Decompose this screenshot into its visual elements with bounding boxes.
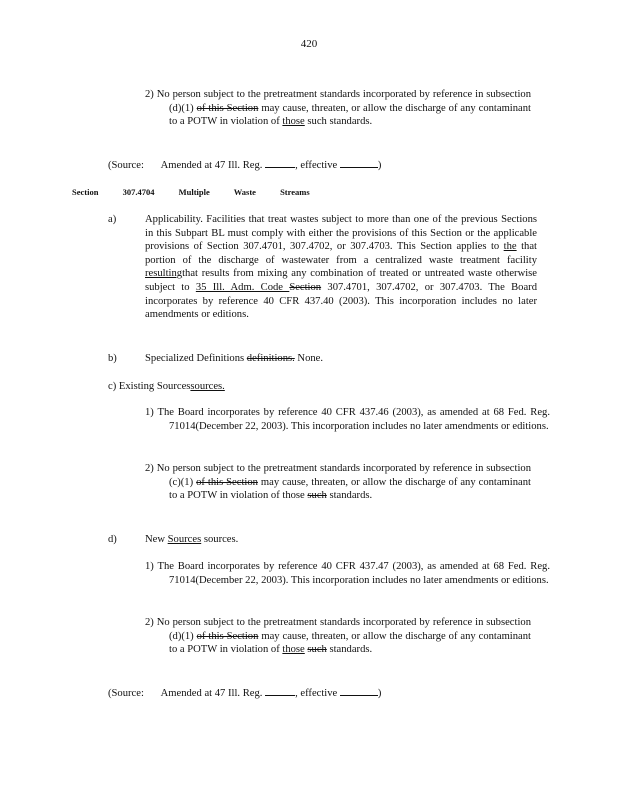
top-item-2: [145, 88, 531, 129]
subsection-b: [145, 352, 323, 366]
subsection-d-item-1: [145, 560, 550, 587]
item-number: 1): [145, 561, 154, 572]
text: sources.: [201, 534, 239, 545]
text: None.: [294, 353, 324, 364]
inserted-text: 35 Ill. Adm. Code: [195, 281, 290, 293]
text: standards.: [326, 644, 373, 656]
text: may cause, threaten, or allow the discharge of any contaminant to a POTW in violation of those: [169, 476, 531, 502]
text: may cause, threaten, or allow the discharge of any contaminant to a POTW in violation of: [169, 630, 531, 656]
deleted-text: of this Section: [196, 630, 259, 642]
source-note: [108, 157, 381, 173]
text: No person subject to the pretreatment standards incorporated by reference in subsection (d)(1): [156, 617, 531, 642]
blank-line: [340, 685, 378, 696]
subsection-d-item-2: [145, 616, 531, 657]
subsection-c-item-2: [145, 462, 531, 503]
text: Specialized Definitions: [145, 353, 247, 364]
inserted-text: Sources: [167, 534, 202, 545]
section-word: Section: [72, 187, 99, 197]
subsection-d: [145, 533, 238, 547]
deleted-text: Section: [289, 281, 322, 293]
item-number: 2): [145, 617, 154, 628]
text: The Board incorporates by reference 40 CFR 437.46 (2003), as amended at 68 Fed. Reg. 71014(December 22, 2003). This incorporation includes no later amendments or editions.: [157, 407, 550, 432]
source-effective: , effective: [295, 160, 338, 171]
subsection-c: [108, 380, 225, 394]
subsection-label-a: a): [108, 214, 117, 225]
deleted-text: such: [307, 490, 327, 502]
inserted-text: sources.: [190, 381, 225, 392]
deleted-text: definitions.: [246, 353, 295, 364]
text: Existing Sources: [118, 381, 191, 392]
inserted-text: those: [282, 116, 305, 128]
text: Applicability. Facilities that treat wastes subject to more than one of the previous Sections in this Subpart BL must comply with either the provisions of this Section or the applicable provisions of Section 307.4701, 307.4702, or 307.4703. This Section applies to: [145, 214, 537, 253]
subsection-c-item-1: [145, 406, 550, 433]
section-title-word: Waste: [233, 187, 256, 197]
text: The Board incorporates by reference 40 CFR 437.47 (2003), as amended at 68 Fed. Reg. 71014(December 22, 2003). This incorporation includes no later amendments or editions.: [157, 561, 550, 586]
deleted-text: such: [307, 644, 327, 656]
source-label: (Source:: [108, 688, 144, 699]
subsection-a: [145, 213, 537, 322]
blank-line: [265, 157, 295, 168]
section-heading: [72, 186, 332, 200]
text: No person subject to the pretreatment standards incorporated by reference in subsection (c)(1): [156, 463, 531, 488]
text: such standards.: [304, 116, 373, 128]
source-amended: Amended at 47 Ill. Reg.: [160, 688, 263, 699]
deleted-text: of this Section: [196, 476, 258, 488]
deleted-text: of this Section: [196, 102, 259, 114]
section-number: 307.4704: [122, 187, 155, 197]
item-number: 2): [145, 89, 154, 100]
text: may cause, threaten, or allow the discharge of any contaminant to a POTW in violation of: [169, 102, 531, 128]
source-amended: Amended at 47 Ill. Reg.: [160, 160, 263, 171]
source-note: [108, 685, 381, 701]
item-number: 1): [145, 407, 154, 418]
text: No person subject to the pretreatment standards incorporated by reference in subsection (d)(1): [156, 89, 531, 114]
blank-line: [265, 685, 295, 696]
subsection-label-c: c): [108, 381, 117, 392]
section-title-word: Streams: [280, 187, 310, 197]
text: 307.4701, 307.4702, or 307.4703. The Board incorporates by reference 40 CFR 437.40 (2003). This incorporation includes no later amendments or editions.: [145, 281, 537, 321]
blank-line: [340, 157, 378, 168]
subsection-label-d: d): [108, 534, 117, 545]
section-title-word: Multiple: [178, 187, 210, 197]
text: New: [145, 534, 168, 545]
source-label: (Source:: [108, 160, 144, 171]
inserted-text: the: [503, 241, 517, 253]
source-close: ): [377, 688, 382, 699]
text: that portion of the discharge of wastewater from a centralized waste treatment facility: [145, 241, 537, 266]
page-number: 420: [300, 38, 318, 50]
source-close: ): [377, 160, 382, 171]
text: that results from mixing any combination of treated or untreated waste otherwise subject to: [145, 268, 537, 293]
subsection-label-b: b): [108, 353, 117, 364]
text: standards.: [326, 490, 373, 502]
inserted-text: resulting: [145, 268, 183, 280]
item-number: 2): [145, 463, 154, 474]
source-effective: , effective: [295, 688, 338, 699]
inserted-text: those: [282, 644, 305, 656]
